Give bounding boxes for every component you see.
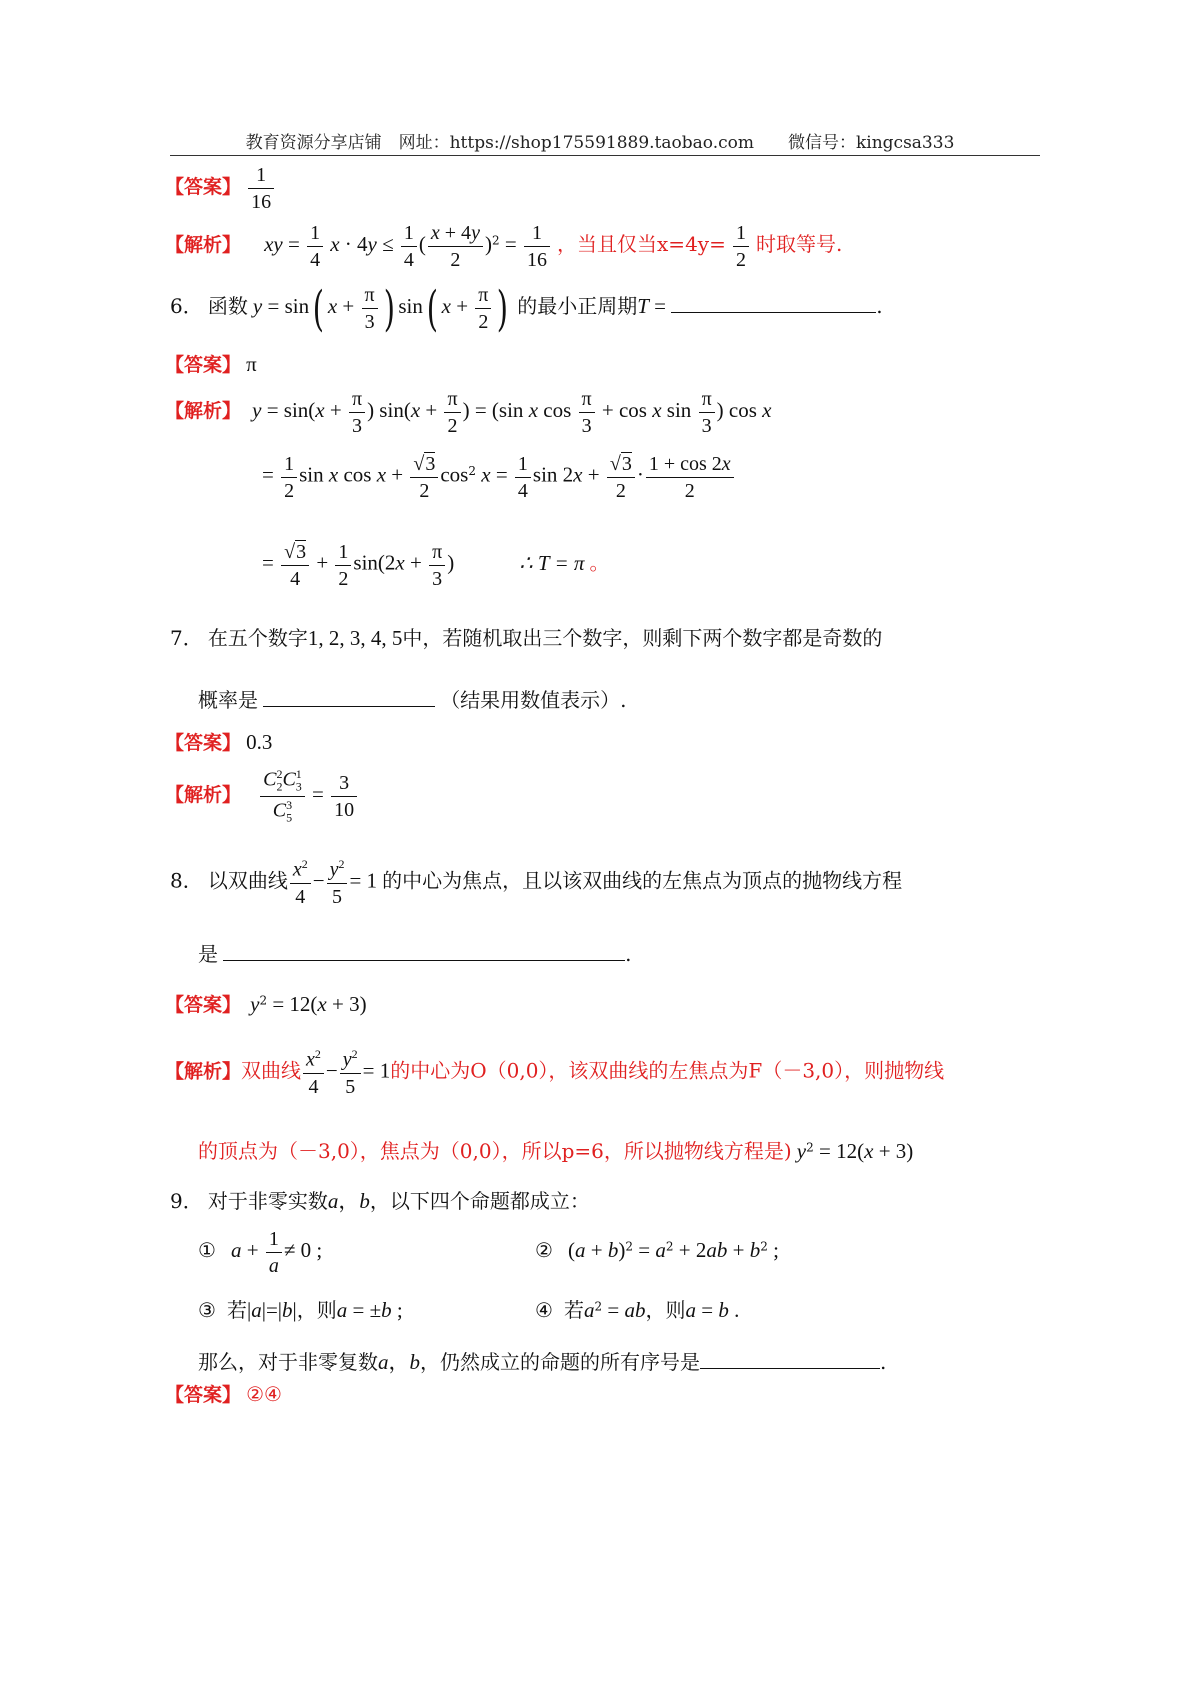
q5-answer-fraction: $\frac{1}{16}$: [248, 164, 274, 213]
q5-analysis-note-end: 时取等号.: [756, 232, 843, 256]
q7-answer-blank: [263, 688, 435, 707]
q6-conclusion: ∴ T = π: [519, 550, 585, 575]
q9-item-4: ④ 若$a^2$ = ab，则a = b .: [535, 1298, 740, 1322]
q9-item-3: ③ 若|a|=|b|，则a = ±b ;: [198, 1298, 403, 1322]
analysis-label: 【解析】: [165, 234, 242, 256]
q6-question: 6． 函数 y = sin( x + $\frac{\pi}{3}$ ) sin( x + $\frac{\pi}{2}$ ) 的最小正周期T = .: [170, 280, 883, 337]
q8-analysis-line2: 的顶点为（－3,0），焦点为（0,0），所以p=6，所以抛物线方程是) $y^2 = 12(x + 3)$: [198, 1139, 914, 1163]
q9-item-2: ② $(a + b)^2 = a^2 + 2ab + b^2$ ;: [535, 1238, 779, 1262]
q5-answer: [165, 164, 276, 213]
q6-answer-blank: [671, 294, 876, 313]
q8-answer: 【答案】 $y^2 = 12(x + 3)$: [165, 992, 367, 1016]
q8-question-line2: 是 .: [198, 942, 632, 966]
q8-analysis-line1: 【解析】双曲线 $\frac{x^2}{4}$ − $\frac{y^2}{5}$ = 1的中心为O（0,0），该双曲线的左焦点为F（－3,0），则抛物线: [165, 1047, 945, 1098]
q6-analysis-line1: 【解析】 y = sin(x + $\frac{\pi}{3}$ ) sin(x + $\frac{\pi}{2}$ ) = (sin x cos $\frac{\pi}{3}$ + cos x sin $\frac{\pi}{3}$ ) cos x: [165, 388, 772, 437]
q9-question: 9． 对于非零实数a，b，以下四个命题都成立：: [170, 1189, 590, 1213]
q8-question-line1: 8． 以双曲线 $\frac{x^2}{4}$ − $\frac{y^2}{5}$ = 1 的中心为焦点，且以该双曲线的左焦点为顶点的抛物线方程: [170, 857, 903, 908]
q7-question-line2: 概率是 （结果用数值表示）.: [198, 688, 627, 712]
q8-answer-blank: [223, 942, 625, 961]
header-rule: [170, 155, 1040, 156]
page-header: 教育资源分享店铺 网址：https://shop175591889.taobao.com 微信号：kingcsa333: [245, 133, 955, 153]
q6-answer: 【答案】 π: [165, 352, 257, 376]
q6-analysis-line2: = $\frac{1}{2}$ sin x cos x + $\frac{√3}{2}$ $\cos^2 x$ = $\frac{1}{4}$ sin 2x + $\frac{√3}{2}$ · $\frac{1 + \cos 2x}{2}$: [262, 452, 736, 502]
answer-label: 【答案】: [165, 176, 242, 198]
q9-item-1: ① a + $\frac{1}{a}$ ≠ 0 ;: [198, 1228, 323, 1277]
q9-follow-up: 那么，对于非零复数a，b，仍然成立的命题的所有序号是 .: [198, 1350, 887, 1374]
q6-analysis-line3: = $\frac{√3}{4}$ + $\frac{1}{2}$ sin(2x + $\frac{\pi}{3}$ ) ∴ T = π 。: [262, 540, 610, 590]
q9-answer-blank: [700, 1350, 880, 1369]
q5-analysis-note: ，当且仅当x=4y=: [557, 232, 726, 256]
q7-analysis: 【解析】 $\frac{C_2^2C_3^1}{C_5^3}$ = $\frac{3}{10}$: [165, 768, 359, 825]
q5-analysis: 【解析】 xy = $\frac{1}{4}$ x · 4y ≤ $\frac{1}{4}$ ( $\frac{x + 4y}{2}$ )$^2$ = $\frac{1}{16}$ ，当且仅当x=4y= $\frac{1}{2}$ 时取等号.: [165, 222, 843, 271]
q9-answer: 【答案】 ②④: [165, 1382, 282, 1406]
q7-question-line1: 7． 在五个数字1, 2, 3, 4, 5中，若随机取出三个数字，则剩下两个数字都是奇数的: [170, 626, 883, 650]
q7-answer: 【答案】 0.3: [165, 730, 273, 754]
